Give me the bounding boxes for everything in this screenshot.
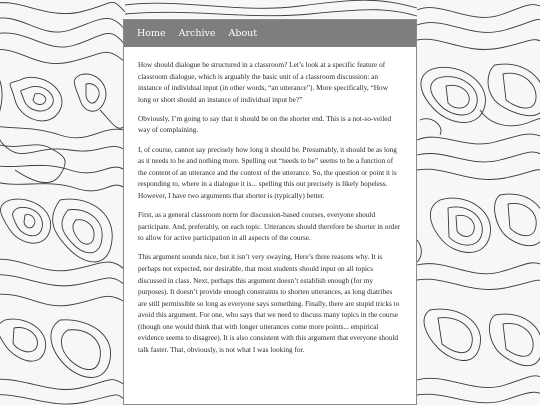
article-paragraph: This argument sounds nice, but it isn’t very swaying. Here’s three reasons why. It is perhaps not expected, nor desirable, that most students should input on all topics discussed in class. Next, perhaps this argument doesn’t establish enough (for my purposes). It doesn’t provide enough constraints to shorten utterances, as long diatribes are still permissible so long as everyone says something. Finally, there are stupid tricks to avoid this argument. For one, who says that we need to discuss many topics in the course (though one would think that with longer utterances come more points... empirical evidence seems to disagree). It is also consistent with this argument that everyone should talk faster. That, obviously, is not what I was looking for.	[138, 252, 400, 355]
nav-archive-link[interactable]: Archive	[178, 27, 216, 39]
top-nav	[124, 20, 416, 47]
article-paragraph: First, as a general classroom norm for discussion-based courses, everyone should participate. And, preferably, on each topic. Utterances should therefore be shorter in order to allow for active participation in all aspects of the course.	[138, 210, 401, 243]
nav-about-link[interactable]: About	[228, 27, 258, 39]
article-page	[123, 19, 417, 405]
article-content	[124, 47, 416, 356]
article-paragraph: Obviously, I’m going to say that it should be on the shorter end. This is a not-so-veiled way of complaining.	[138, 113, 392, 135]
article-paragraph: I, of course, cannot say precisely how long it should be. Presumably, it should be as long as it needs to be and nothing more. Spelling out “needs to be” seems to be a function of the content of an utterance and the context of the utterance. So, the question or point it is responding to, where in a dialogue it is... spelling this out precisely is likely hopeless. However, I have two arguments that shorter is (typically) better.	[138, 144, 397, 200]
nav-home-link[interactable]: Home	[137, 27, 166, 39]
article-paragraph: How should dialogue be structured in a classroom? Let’s look at a specific feature of classroom dialogue, which is arguably the basic unit of a classroom discussion: an instance of individual input (in other words, “an utterance”). More specifically, “How long or short should an instance of individual input be?”	[138, 60, 388, 104]
